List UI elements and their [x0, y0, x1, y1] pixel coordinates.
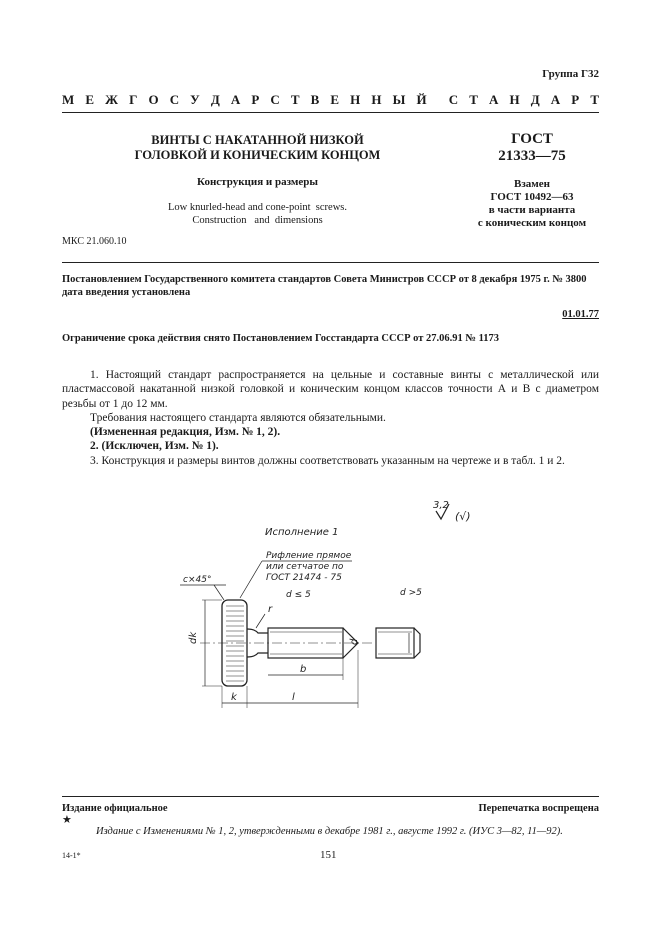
- edition-note: Издание с Изменениями № 1, 2, утвержденными в декабре 1981 г., августе 1992 г. (ИУС 3—82, 11—92).: [96, 826, 563, 837]
- limit-note: Ограничение срока действия снято Постановлением Госстандарта СССР от 27.06.91 № 1173: [62, 333, 500, 344]
- d-gt5-label: d >5: [400, 588, 422, 598]
- title-line-1: ВИНТЫ С НАКАТАННОЙ НИЗКОЙ: [151, 133, 364, 147]
- reprint-note: Перепечатка воспрещена: [478, 803, 599, 814]
- banner-letter: С: [448, 92, 459, 107]
- banner-letter: А: [230, 92, 241, 107]
- execution-label: Исполнение 1: [265, 527, 339, 538]
- body-text: [62, 368, 599, 468]
- banner-letter: Г: [129, 92, 138, 107]
- official-edition: Издание официальное: [62, 803, 168, 814]
- document-subtitle: Конструкция и размеры: [197, 176, 318, 188]
- standard-banner: [62, 92, 599, 108]
- paragraph-2: Требования настоящего стандарта являются обязательными.: [90, 411, 386, 424]
- knurl-note-2: или сетчатое по: [266, 562, 344, 572]
- star-icon: ★: [62, 814, 72, 826]
- knurl-note-1: Рифление прямое: [266, 551, 352, 561]
- banner-letter: Ы: [392, 92, 406, 107]
- page-number: 151: [320, 849, 337, 861]
- mks-code: МКС 21.060.10: [62, 236, 127, 247]
- knurl-pattern: [226, 606, 244, 681]
- decree-line-1: Постановлением Государственного комитета стандартов Совета Министров СССР от 8 декабря 1975 г. № 3800: [62, 274, 587, 285]
- banner-letter: Д: [530, 92, 540, 107]
- roughness-extra: (√): [455, 510, 471, 523]
- banner-letter: Н: [371, 92, 382, 107]
- banner-letter: Е: [85, 92, 95, 107]
- section-rule: [62, 262, 599, 263]
- banner-letter: Д: [210, 92, 220, 107]
- banner-letter: А: [489, 92, 499, 107]
- chamfer-label: c×45°: [183, 575, 212, 585]
- screw-drawing: [0, 490, 661, 720]
- banner-letter: Н: [509, 92, 520, 107]
- banner-letter: Й: [416, 92, 427, 107]
- banner-letter: Е: [330, 92, 340, 107]
- screw-end-view: [376, 628, 414, 658]
- gost-label: ГОСТ: [511, 131, 553, 147]
- banner-letter: О: [148, 92, 159, 107]
- document-title: [120, 133, 395, 163]
- title-line-2: ГОЛОВКОЙ И КОНИЧЕСКИМ КОНЦОМ: [134, 148, 381, 162]
- l-label: l: [292, 692, 295, 703]
- replaces-block: [452, 178, 612, 230]
- english-title: [120, 201, 395, 227]
- gost-number: [462, 131, 602, 165]
- banner-letter: С: [169, 92, 180, 107]
- paragraph-3: (Измененная редакция, Изм. № 1, 2).: [90, 426, 281, 439]
- banner-letter: Т: [590, 92, 599, 107]
- english-title-line-2: Construction and dimensions: [192, 215, 323, 226]
- banner-letter: Н: [350, 92, 361, 107]
- banner-letter: Т: [290, 92, 300, 107]
- knurl-note-3: ГОСТ 21474 - 75: [266, 573, 342, 583]
- banner-letter: Т: [469, 92, 478, 107]
- d-le5-label: d ≤ 5: [286, 590, 311, 600]
- replaces-line-2: ГОСТ 10492—63: [490, 191, 574, 203]
- paragraph-5: 3. Конструкция и размеры винтов должны соответствовать указанным на чертеже и в табл. 1 и 2.: [90, 454, 565, 467]
- banner-letter: Р: [251, 92, 260, 107]
- paragraph-1: 1. Настоящий стандарт распространяется на цельные и составные винты с металлической или пластмассовой накатанной низкой головкой и коническим концом классов точности А и В с диаметром резьбы от 1 до 12 мм.: [62, 369, 599, 410]
- print-sign: 14-1*: [62, 851, 81, 860]
- effective-date: 01.01.77: [562, 309, 599, 320]
- decree-text: [62, 273, 602, 299]
- banner-letter: Р: [571, 92, 580, 107]
- r-label: r: [268, 604, 273, 615]
- gost-code: 21333—75: [498, 148, 566, 164]
- roughness-value: 3,2: [433, 500, 449, 511]
- banner-letter: А: [550, 92, 561, 107]
- banner-letter: М: [62, 92, 75, 107]
- english-title-line-1: Low knurled-head and cone-point screws.: [167, 202, 348, 213]
- b-label: b: [300, 664, 307, 675]
- banner-letter: Ж: [105, 92, 118, 107]
- replaces-line-3: в части варианта: [488, 204, 576, 216]
- banner-letter: У: [190, 92, 200, 107]
- paragraph-4: 2. (Исключен, Изм. № 1).: [90, 440, 219, 453]
- dk-label: dk: [188, 631, 199, 644]
- decree-line-2: дата введения установлена: [62, 287, 191, 298]
- replaces-line-1: Взамен: [514, 178, 550, 190]
- d-label: d: [349, 638, 360, 645]
- k-label: k: [231, 692, 237, 703]
- replaces-line-4: с коническим концом: [477, 217, 587, 229]
- footer-rule: [62, 796, 599, 797]
- header-rule: [62, 112, 599, 113]
- banner-letter: В: [310, 92, 320, 107]
- group-code: Группа Г32: [542, 68, 599, 80]
- banner-letter: С: [270, 92, 280, 107]
